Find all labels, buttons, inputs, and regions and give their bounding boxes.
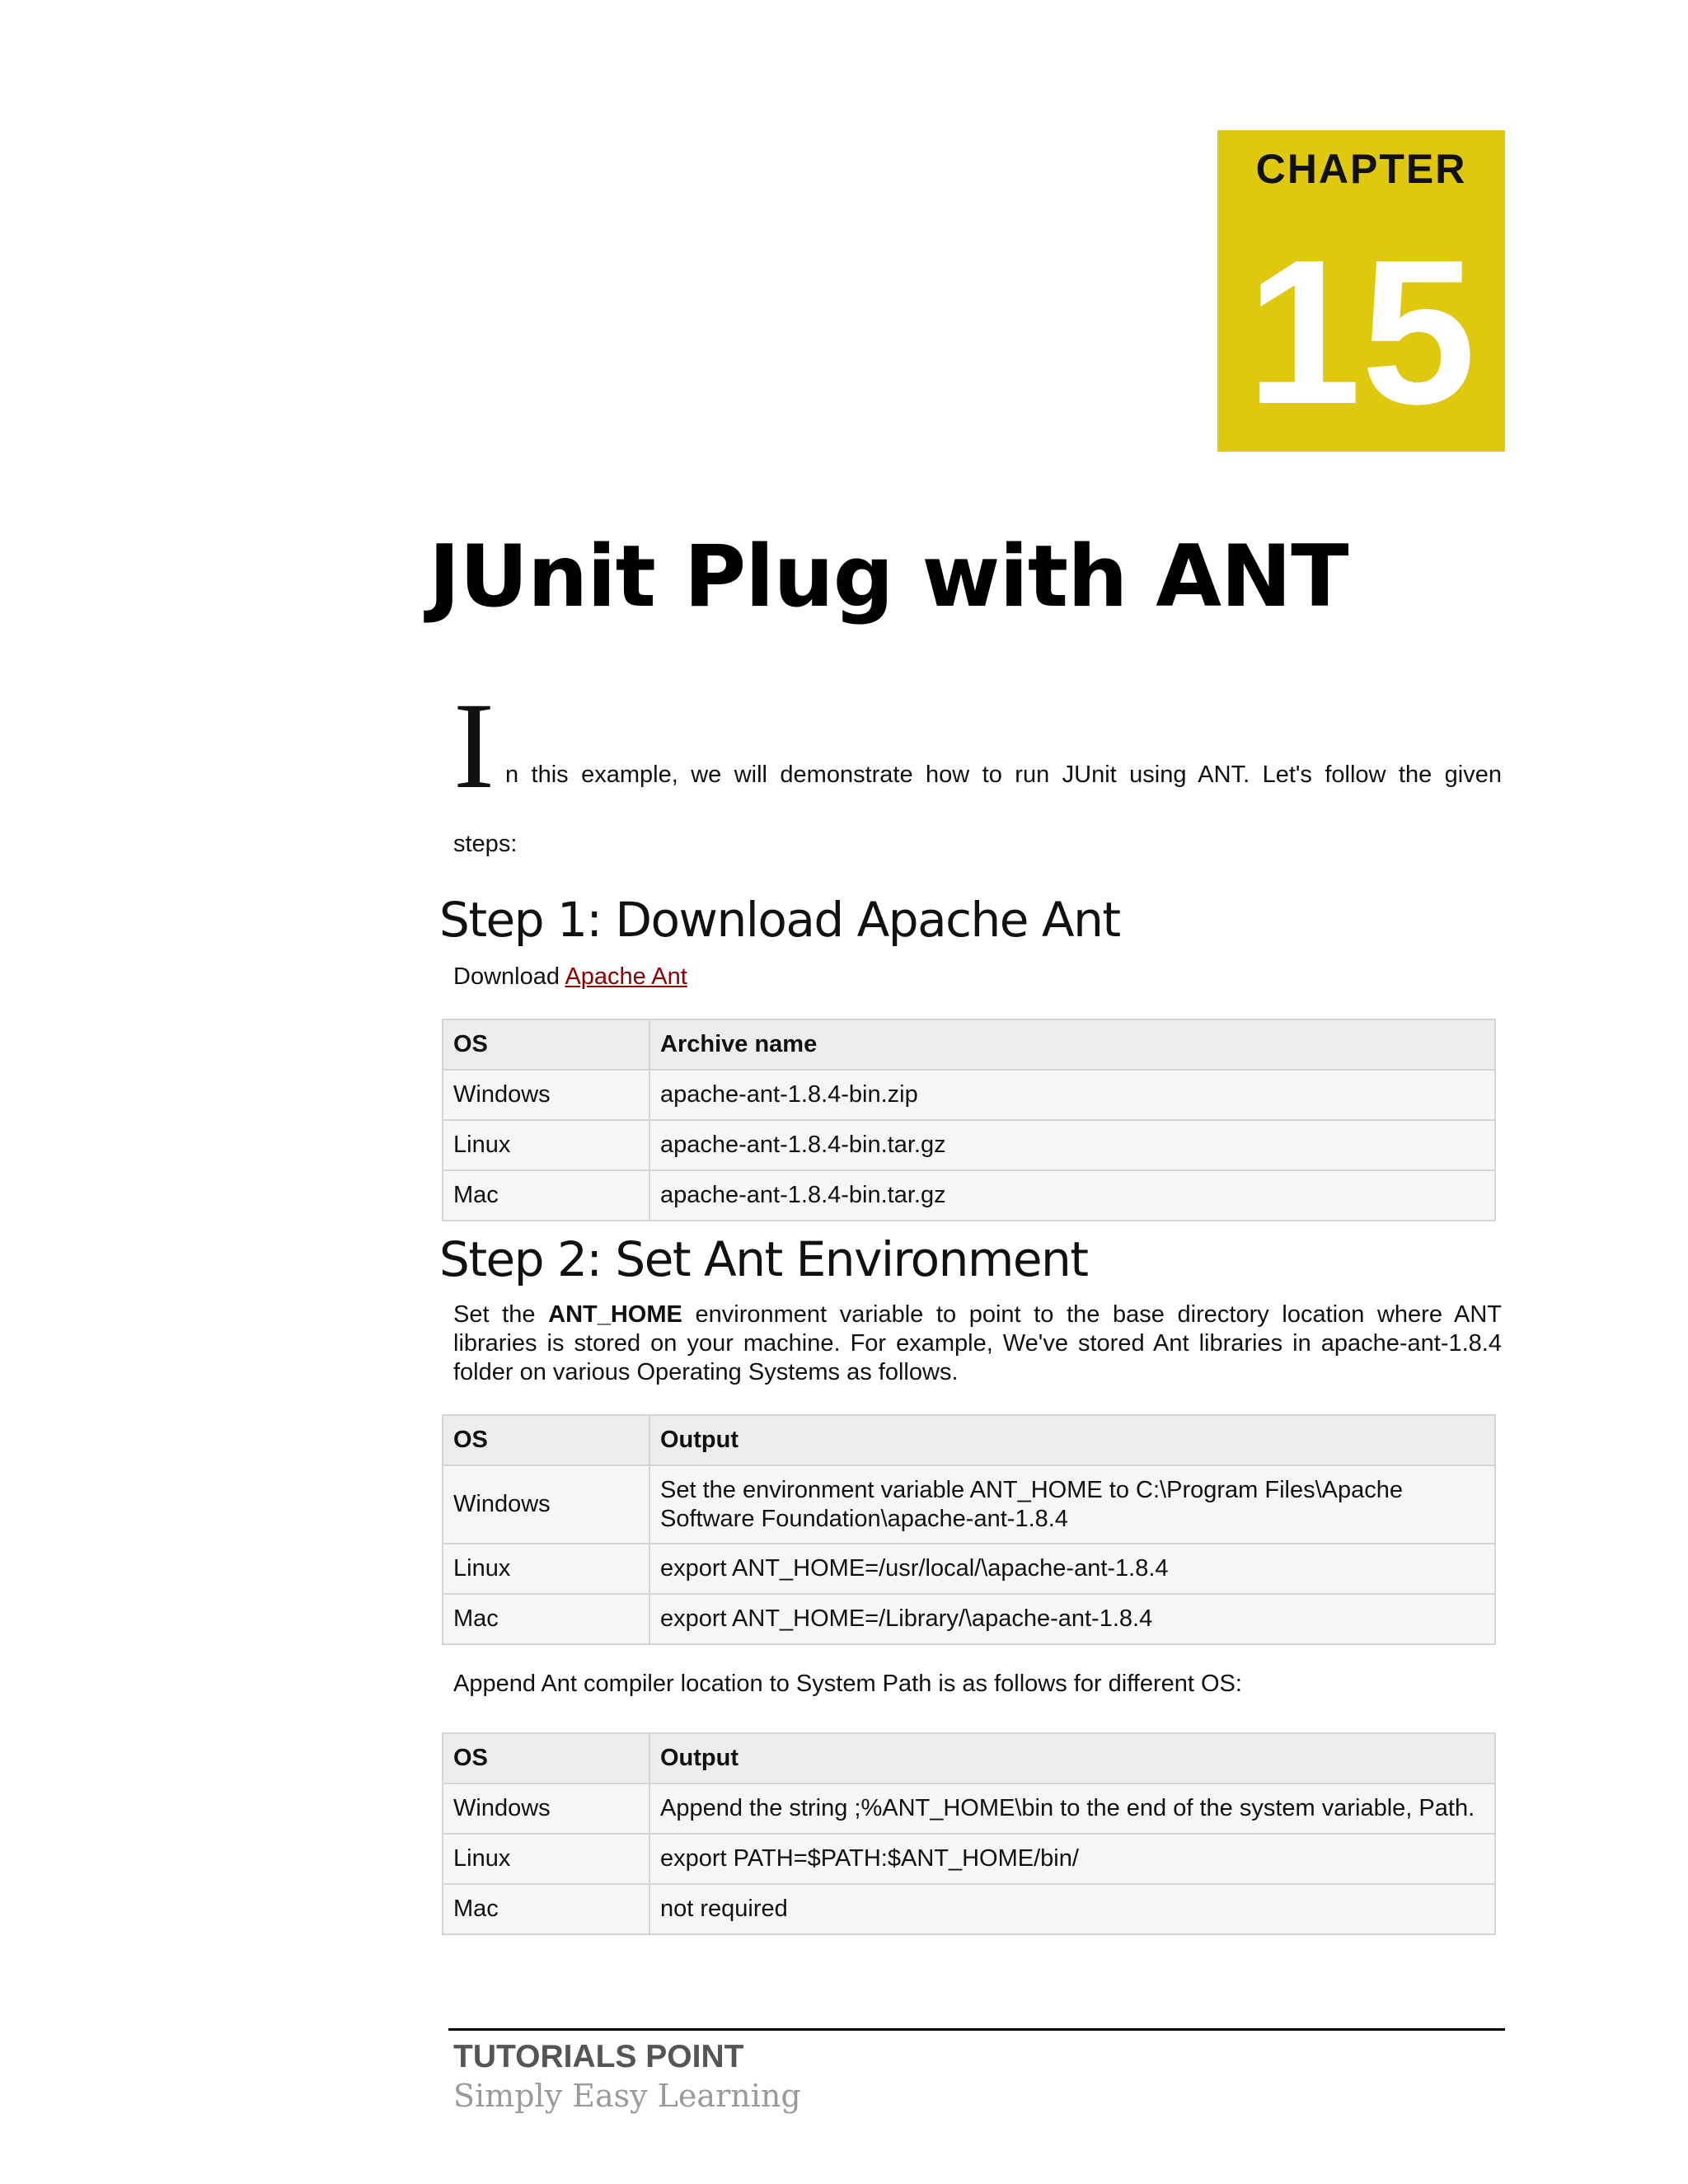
table-row	[443, 1170, 1495, 1221]
footer-brand: TUTORIALS POINT	[453, 2039, 744, 2074]
os-cell: Mac	[443, 1170, 649, 1221]
table-header-os: OS	[443, 1733, 649, 1783]
step2-heading: Step 2: Set Ant Environment	[439, 1231, 1088, 1287]
table-header-output: Output	[649, 1415, 1495, 1465]
chapter-badge	[1217, 130, 1505, 452]
table-header-os: OS	[443, 1019, 649, 1070]
archive-cell: apache-ant-1.8.4-bin.tar.gz	[649, 1120, 1495, 1170]
chapter-label: CHAPTER	[1255, 146, 1467, 192]
step2-para-pre: Set the	[453, 1301, 536, 1328]
intro-line-2: steps:	[453, 831, 518, 857]
output-cell: export PATH=$PATH:$ANT_HOME/bin/	[649, 1834, 1495, 1884]
footer-tagline: Simply Easy Learning	[453, 2078, 801, 2114]
archive-cell: apache-ant-1.8.4-bin.zip	[649, 1070, 1495, 1120]
step2-para-post: environment variable to point to the base directory location where ANT libraries is stored on your machine. For example, We've stored Ant libraries in apache-ant-1.8.4 folder on various Operating Systems as follows.	[453, 1301, 1502, 1385]
table-header-output: Output	[649, 1733, 1495, 1783]
table-row	[443, 1594, 1495, 1644]
drop-cap: I	[453, 677, 495, 814]
env-table	[442, 1414, 1496, 1645]
table-row	[443, 1465, 1495, 1544]
step1-text-label: Download	[453, 963, 560, 990]
page-title: JUnit Plug with ANT	[429, 527, 1348, 626]
table-row	[443, 1544, 1495, 1594]
append-path-text: Append Ant compiler location to System Path is as follows for different OS:	[453, 1671, 1242, 1697]
ant-home-term: ANT_HOME	[548, 1301, 682, 1328]
output-cell: export ANT_HOME=/Library/\apache-ant-1.8.4	[649, 1594, 1495, 1644]
output-cell: Append the string ;%ANT_HOME\bin to the end of the system variable, Path.	[649, 1783, 1495, 1834]
table-header-archive: Archive name	[649, 1019, 1495, 1070]
step1-heading: Step 1: Download Apache Ant	[439, 892, 1120, 948]
os-cell: Windows	[443, 1465, 649, 1544]
os-cell: Mac	[443, 1594, 649, 1644]
table-row	[443, 1070, 1495, 1120]
chapter-number: 15	[1246, 217, 1476, 447]
output-cell: Set the environment variable ANT_HOME to C:\Program Files\Apache Software Foundation\apache-ant-1.8.4	[649, 1465, 1495, 1544]
step2-paragraph	[453, 1301, 1502, 1386]
table-row	[443, 1120, 1495, 1170]
os-cell: Linux	[443, 1120, 649, 1170]
output-cell: export ANT_HOME=/usr/local/\apache-ant-1.8.4	[649, 1544, 1495, 1594]
path-table	[442, 1732, 1496, 1935]
table-header-os: OS	[443, 1415, 649, 1465]
archive-table	[442, 1019, 1496, 1221]
archive-cell: apache-ant-1.8.4-bin.tar.gz	[649, 1170, 1495, 1221]
step1-text	[453, 963, 687, 991]
os-cell: Windows	[443, 1070, 649, 1120]
table-row	[443, 1834, 1495, 1884]
output-cell: not required	[649, 1884, 1495, 1934]
os-cell: Linux	[443, 1834, 649, 1884]
apache-ant-link[interactable]: Apache Ant	[565, 963, 687, 990]
footer-divider	[448, 2028, 1505, 2031]
os-cell: Linux	[443, 1544, 649, 1594]
table-row	[443, 1884, 1495, 1934]
intro-line-1: n this example, we will demonstrate how to run JUnit using ANT. Let's follow the given	[505, 762, 1502, 788]
table-row	[443, 1783, 1495, 1834]
os-cell: Windows	[443, 1783, 649, 1834]
os-cell: Mac	[443, 1884, 649, 1934]
